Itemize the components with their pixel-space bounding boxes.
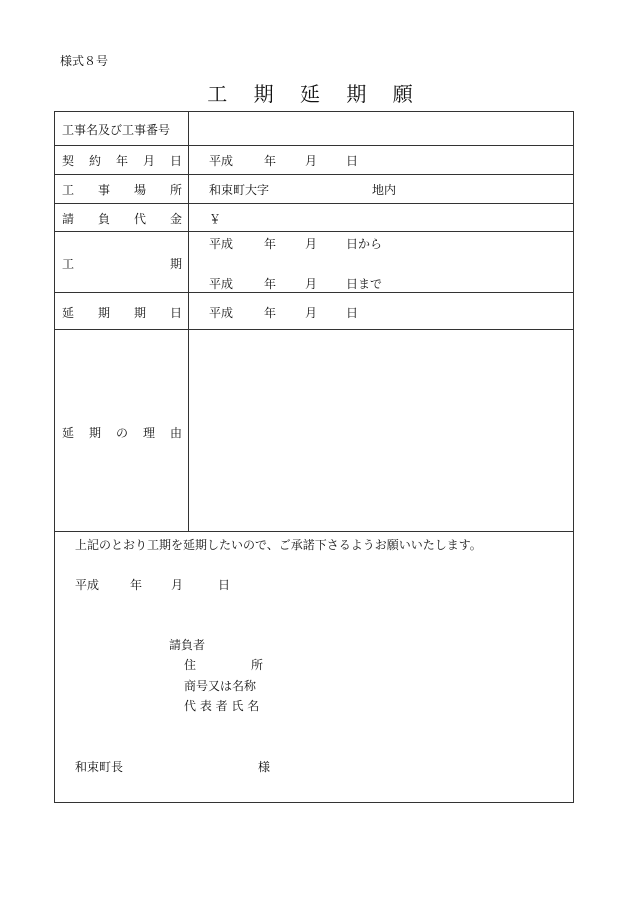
site-prefix: 和束町大字 [209,183,270,197]
row-divider [54,145,574,146]
column-divider [188,111,189,531]
contract-date-era: 平成 [209,154,234,168]
honorific: 様 [258,760,271,774]
row-divider [54,329,574,330]
site-suffix: 地内 [372,183,397,197]
company-label: 商号又は名称 [184,679,257,693]
extension-date-era: 平成 [209,306,234,320]
request-date-day: 日 [218,578,231,592]
site-label: 工事場所 [62,183,182,197]
row-divider [54,292,574,293]
form-number: 様式８号 [60,54,109,68]
contract-date-year: 年 [264,154,277,168]
extension-date-month: 月 [305,306,318,320]
addressee: 和束町長 [75,760,124,774]
price-label: 請負代金 [62,212,182,226]
period-from-day: 日から [346,237,383,251]
period-to-day: 日まで [346,277,383,291]
extension-date-year: 年 [264,306,277,320]
request-date-year: 年 [130,578,143,592]
address-label-a: 住 [184,658,197,672]
period-label-end: 期 [170,257,183,271]
request-statement: 上記のとおり工期を延期したいので、ご承諾下さるようお願いいたします。 [75,538,482,552]
period-to-month: 月 [305,277,318,291]
contract-date-day: 日 [346,154,359,168]
work-name-label: 工事名及び工事番号 [62,123,171,137]
row-divider [54,531,574,532]
contract-date-month: 月 [305,154,318,168]
extension-date-day: 日 [346,306,359,320]
period-from-era: 平成 [209,237,234,251]
extension-date-label: 延期期日 [62,306,182,320]
yen-sign: ￥ [209,212,222,226]
request-date-era: 平成 [75,578,100,592]
reason-label: 延期の理由 [62,426,182,440]
row-divider [54,174,574,175]
representative-label: 代 表 者 氏 名 [184,699,260,713]
period-label-start: 工 [62,257,75,271]
period-to-era: 平成 [209,277,234,291]
contract-date-label: 契約年月日 [62,154,182,168]
request-date-month: 月 [171,578,184,592]
row-divider [54,203,574,204]
period-from-month: 月 [305,237,318,251]
period-to-year: 年 [264,277,277,291]
contractor-heading: 請負者 [169,638,206,652]
period-from-year: 年 [264,237,277,251]
row-divider [54,231,574,232]
document-title: 工 期 延 期 願 [207,82,423,106]
address-label-b: 所 [251,658,264,672]
